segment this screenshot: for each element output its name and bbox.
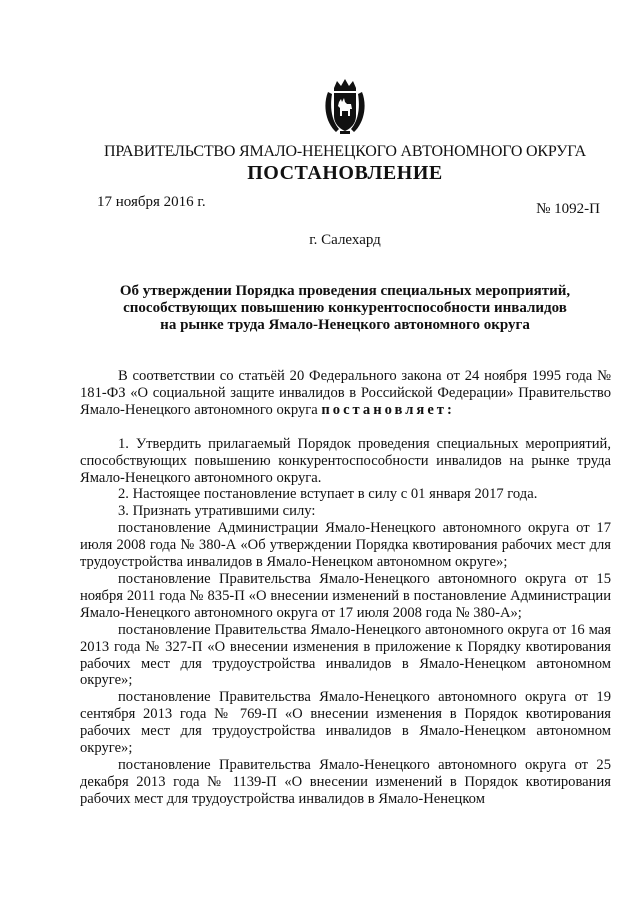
preamble-text: В соответствии со статьёй 20 Федерального закона от 24 ноября 1995 года № 181-ФЗ «О социальной защите инвалидов в Российской Федерации» Правительство Ямало-Ненецкого автономного округа bbox=[80, 368, 611, 418]
heading-line-2: способствующих повышению конкурентоспособности инвалидов bbox=[123, 300, 567, 316]
repealed-item-3: постановление Правительства Ямало-Ненецкого автономного округа от 16 мая 2013 года № 327-П «О внесении изменения в приложение к Порядку квотирования рабочих мест для трудоустройства инвалидов в Ямало-Ненецком автономном округе»; bbox=[80, 621, 611, 689]
repealed-item-2: постановление Правительства Ямало-Ненецкого автономного округа от 15 ноября 2011 года № 835-П «О внесении изменений в постановление Администрации Ямало-Ненецкого автономного округа от 17 июля 2008 года № 380-А»; bbox=[80, 570, 611, 621]
document-city: г. Салехард bbox=[309, 232, 381, 248]
repealed-item-5: постановление Правительства Ямало-Ненецкого автономного округа от 25 декабря 2013 года № 1139-П «О внесении изменений в Порядок квотирования рабочих мест для трудоустройства инвалидов в Ямало-Ненецком bbox=[80, 756, 611, 807]
repealed-item-1: постановление Администрации Ямало-Ненецкого автономного округа от 17 июля 2008 года № 380-А «Об утверждении Порядка квотирования рабочих мест для трудоустройства инвалидов в Ямало-Ненецком автономном округе»; bbox=[80, 520, 611, 571]
paragraph-2: 2. Настоящее постановление вступает в силу с 01 января 2017 года. bbox=[118, 486, 538, 503]
preamble-paragraph bbox=[80, 368, 611, 419]
document-heading bbox=[100, 283, 590, 334]
paragraph-1: 1. Утвердить прилагаемый Порядок проведения специальных мероприятий, способствующих повышению конкурентоспособности инвалидов на рынке труда Ямало-Ненецкого автономного округа. bbox=[80, 435, 611, 486]
document-body bbox=[80, 368, 611, 808]
document-date: 17 ноября 2016 г. bbox=[97, 194, 206, 210]
document-type-title: ПОСТАНОВЛЕНИЕ bbox=[247, 162, 443, 184]
repealed-item-4: постановление Правительства Ямало-Ненецкого автономного округа от 19 сентября 2013 года № 769-П «О внесении изменения в Порядок квотирования рабочих мест для трудоустройства инвалидов в Ямало-Ненецком автономном округе»; bbox=[80, 689, 611, 757]
coat-of-arms-emblem-icon bbox=[322, 78, 368, 136]
heading-line-3: на рынке труда Ямало-Ненецкого автономного округа bbox=[160, 317, 530, 333]
government-name: ПРАВИТЕЛЬСТВО ЯМАЛО-НЕНЕЦКОГО АВТОНОМНОГО ОКРУГА bbox=[104, 143, 586, 160]
document-number: № 1092-П bbox=[536, 201, 600, 217]
paragraph-3: 3. Признать утратившими силу: bbox=[118, 503, 316, 520]
decree-word: постановляет: bbox=[321, 401, 455, 418]
heading-line-1: Об утверждении Порядка проведения специальных мероприятий, bbox=[119, 283, 571, 299]
